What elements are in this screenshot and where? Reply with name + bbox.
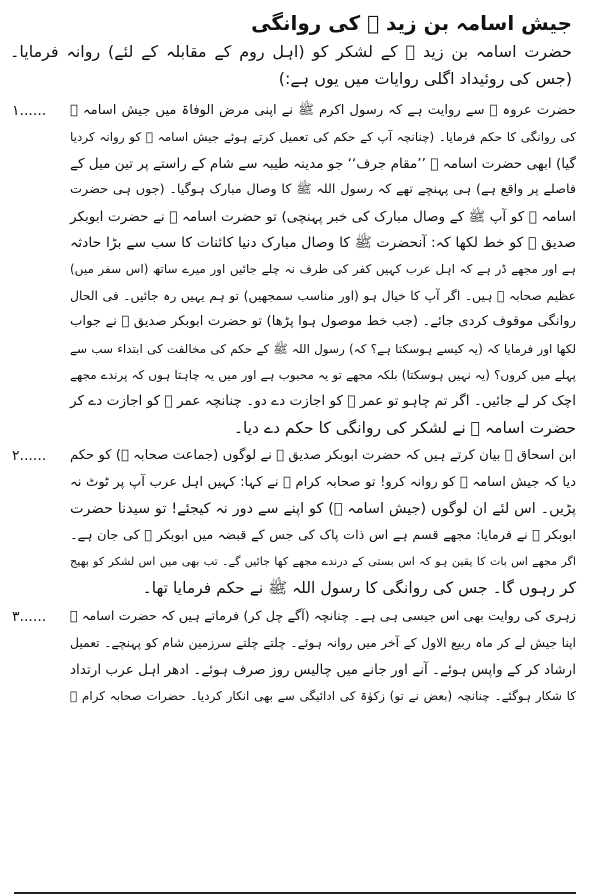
text-line: حضرت اسامہ ﷜ نے لشکر کی روانگی کا حکم دے دیا۔ [233,418,576,437]
section-title: جیش اسامہ بن زید ﷜ کی روانگی [251,11,572,35]
text-line: زہری کی روایت بھی اس جیسی ہی ہے۔ چنانچہ (آگے چل کر) فرماتے ہیں کہ حضرت اسامہ ﷜ [70,608,576,624]
item-number: ۳...... [12,608,47,625]
text-line: کر رہوں گا۔ جس کی روانگی کا رسول اللہ ﷺ نے حکم فرمایا تھا۔ [142,579,576,598]
text-line: عظیم صحابہ ﷢ ہیں۔ اگر آپ کا خیال ہو (اور مناسب سمجھیں) تو ہم یہیں رہ جائیں۔ فی الحال [70,287,576,303]
text-line: ابوبکر ﷜ نے فرمایا: مجھے قسم ہے اس ذات پاک کی جس کے قبضہ میں ابوبکر ﷜ کی جان ہے۔ [70,527,576,543]
narration-text [70,604,576,710]
text-line: صدیق ﷜ کو خط لکھا کہ: آنحضرت ﷺ کا وصال مبارک دنیا کائنات کا سب سے بڑا حادثہ [70,235,576,252]
text-line: حضرت عروہ ﷫ سے روایت ہے کہ رسول اکرم ﷺ نے اپنی مرض الوفاۃ میں جیش اسامہ ﷜ [70,103,576,118]
text-line: پڑیں۔ اس لئے ان لوگوں (جیش اسامہ ﷜) کو اپنے سے دور نہ کیجئے! تو سیدنا حضرت [70,501,576,518]
intro-paragraph: حضرت اسامہ بن زید ﷜ کے لشکر کو (اہل روم کے مقابلہ کے لئے) روانہ فرمایا۔ (جس کی روئیداد اگلی روایات میں یوں ہے:) [10,42,572,88]
narration-item [10,443,576,601]
text-line: دیا کہ جیش اسامہ ﷜ کو روانہ کرو! تو صحابہ کرام ﷢ نے کہا: کہیں اہل عرب آپ پر ٹوٹ نہ [70,474,576,490]
text-line: اسامہ ﷜ کو آپ ﷺ کے وصال مبارک کی خبر پہنچی) تو حضرت اسامہ ﷜ نے حضرت ابوبکر [70,208,576,225]
text-line: کی روانگی کا حکم فرمایا۔ (چنانچہ آپ کے حکم کی تعمیل کرتے ہوئے جیش اسامہ ﷜ کو روانہ کردیا [70,130,576,145]
text-line: لکھا اور فرمایا کہ (یہ کیسے ہوسکتا ہے؟ کہ) رسول اللہ ﷺ کے حکم کی مخالفت کی ابتداء سب سے [70,341,576,356]
text-line: ارشاد کر کے واپس ہوئے۔ آنے اور جانے میں چالیس روز صرف ہوئے۔ ادھر اہل عرب ارتداد [70,661,576,678]
text-line: اگر مجھے اس بات کا یقین ہو کہ اس بستی کے درندے مجھے کھا جائیں گے۔ تب بھی میں اس لشکر کو بھیج [70,554,576,568]
text-line: اپنا جیش لے کر ماہ ربیع الاول کے آخر میں روانہ ہوئے۔ چلتے چلتے سرزمین شام کو پہنچے۔ تعمیل [70,635,576,651]
text-line: ہے اور مجھے ڈر ہے کہ اہل عرب کہیں کفر کی طرف نہ چلے جائیں اور میرے ساتھ (اس سفر میں) [70,262,576,277]
text-line: روانگی موقوف کردی جائے۔ (جب خط موصول ہوا پڑھا) تو حضرت ابوبکر صدیق ﷜ نے جواب [70,314,576,330]
page-bottom-rule [14,892,576,894]
narration-item [10,604,576,710]
item-number: ۱...... [12,103,47,119]
narration-text [70,443,576,601]
item-number: ۲...... [12,448,47,465]
text-line: پہلے میں کروں؟ (یہ نہیں ہوسکتا) بلکہ مجھے تو یہ محبوب ہے اور میں یہ چاہتا ہوں کہ پرندے مجھے [70,368,576,383]
text-line: فاصلے پر واقع ہے) ہی پہنچے تھے کہ رسول اللہ ﷺ کا وصال مبارک ہوگیا۔ (جوں ہی حضرت [70,182,576,198]
text-line: گیا) ابھی حضرت اسامہ ﷜ ’’مقام جرف‘‘ جو مدینہ طیبہ سے شام کے راستے پر تین میل کے [70,155,576,172]
text-line: اچک کر لے جائیں۔ اگر تم چاہو تو عمر ﷜ کو اجازت دے دو۔ چنانچہ عمر ﷜ کو اجازت دے کر [70,393,576,410]
narration-item [10,98,576,441]
narration-text [70,98,576,441]
text-line: کا شکار ہوگئے۔ چنانچہ (بعض نے تو) زکوٰۃ کی ادائیگی سے بھی انکار کردیا۔ حضرات صحابہ کرام ﷢ [70,688,576,703]
text-line: ابن اسحاق ﷫ بیان کرتے ہیں کہ حضرت ابوبکر صدیق ﷜ نے لوگوں (جماعت صحابہ ﷢) کو حکم [70,448,576,464]
